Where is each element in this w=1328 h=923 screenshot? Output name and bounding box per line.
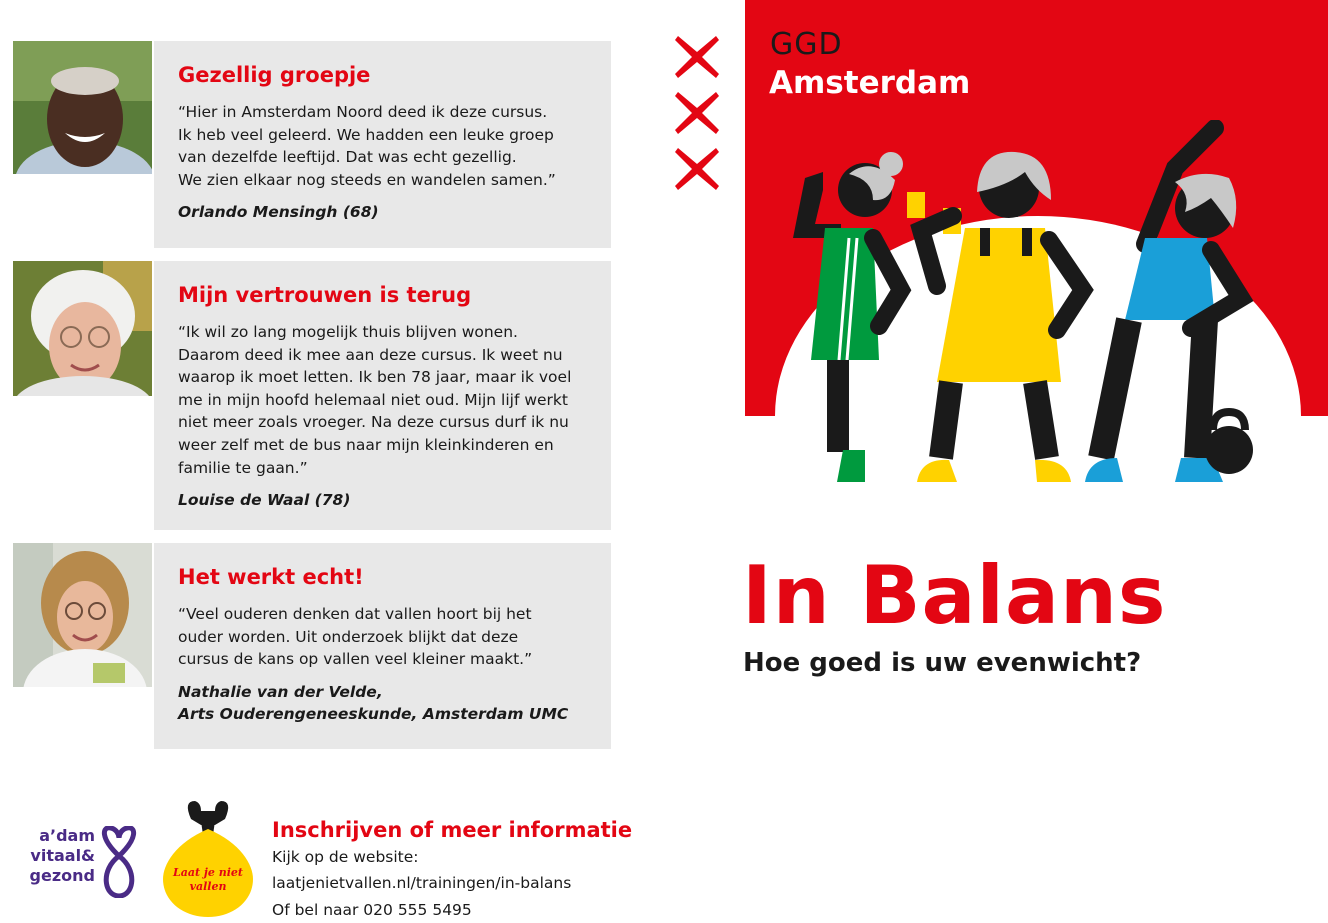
quote-author: Orlando Mensingh (68) bbox=[178, 203, 379, 222]
adam-vitaal-gezond-logo-icon bbox=[98, 826, 140, 898]
info-title: Inschrijven of meer informatie bbox=[272, 818, 633, 842]
amsterdam-cross-icon bbox=[672, 32, 722, 82]
org-city: Amsterdam bbox=[769, 65, 971, 101]
quote-text: “Hier in Amsterdam Noord deed ik deze cursus. Ik heb veel geleerd. We hadden een leuke groep van dezelfde leeftijd. Dat was echt gezellig. We zien elkaar nog steeds en wandelen samen.” bbox=[178, 103, 556, 189]
laat-je-niet-vallen-logo bbox=[161, 795, 255, 919]
quote-author: Nathalie van der Velde, Arts Ouderengeneeskunde, Amsterdam UMC bbox=[178, 682, 569, 724]
cover-title: In Balans bbox=[742, 549, 1167, 642]
adam-vitaal-gezond-logo-text: a’dam vitaal& gezond bbox=[29, 826, 95, 885]
quote-text: “Ik wil zo lang mogelijk thuis blijven wonen. Daarom deed ik mee aan deze cursus. Ik weet nu waarop ik moet letten. Ik ben 78 jaar, maar ik voel me in mijn hoofd helemaal niet oud. Mijn lijf werkt niet meer zoals vroeger. Na deze cursus durf ik nu weer zelf met de bus naar mijn kleinkinderen en familie te gaan.” bbox=[178, 323, 572, 477]
info-line-phone: Of bel naar 020 555 5495 bbox=[272, 901, 472, 919]
quote-card-1 bbox=[154, 41, 611, 248]
photo-orlando bbox=[13, 41, 152, 174]
exercise-illustration bbox=[745, 120, 1328, 485]
org-name: GGD bbox=[770, 27, 843, 62]
quote-text: “Veel ouderen denken dat vallen hoort bij het ouder worden. Uit onderzoek blijkt dat deze cursus de kans op vallen veel kleiner maakt.” bbox=[178, 605, 533, 669]
quote-card-2 bbox=[154, 261, 611, 530]
quote-title: Gezellig groepje bbox=[178, 63, 371, 87]
amsterdam-cross-icon bbox=[672, 88, 722, 138]
quote-title: Het werkt echt! bbox=[178, 565, 364, 589]
info-line-website-label: Kijk op de website: bbox=[272, 848, 419, 866]
quote-card-3 bbox=[154, 543, 611, 749]
quote-title: Mijn vertrouwen is terug bbox=[178, 283, 472, 307]
photo-louise bbox=[13, 261, 152, 396]
laat-je-niet-vallen-label: Laat je niet vallen bbox=[173, 866, 243, 893]
quote-author: Louise de Waal (78) bbox=[178, 491, 351, 510]
cover-subtitle: Hoe goed is uw evenwicht? bbox=[743, 648, 1142, 678]
info-link-website[interactable]: laatjenietvallen.nl/trainingen/in-balans bbox=[272, 874, 572, 892]
amsterdam-cross-icon bbox=[672, 144, 722, 194]
photo-nathalie bbox=[13, 543, 152, 687]
